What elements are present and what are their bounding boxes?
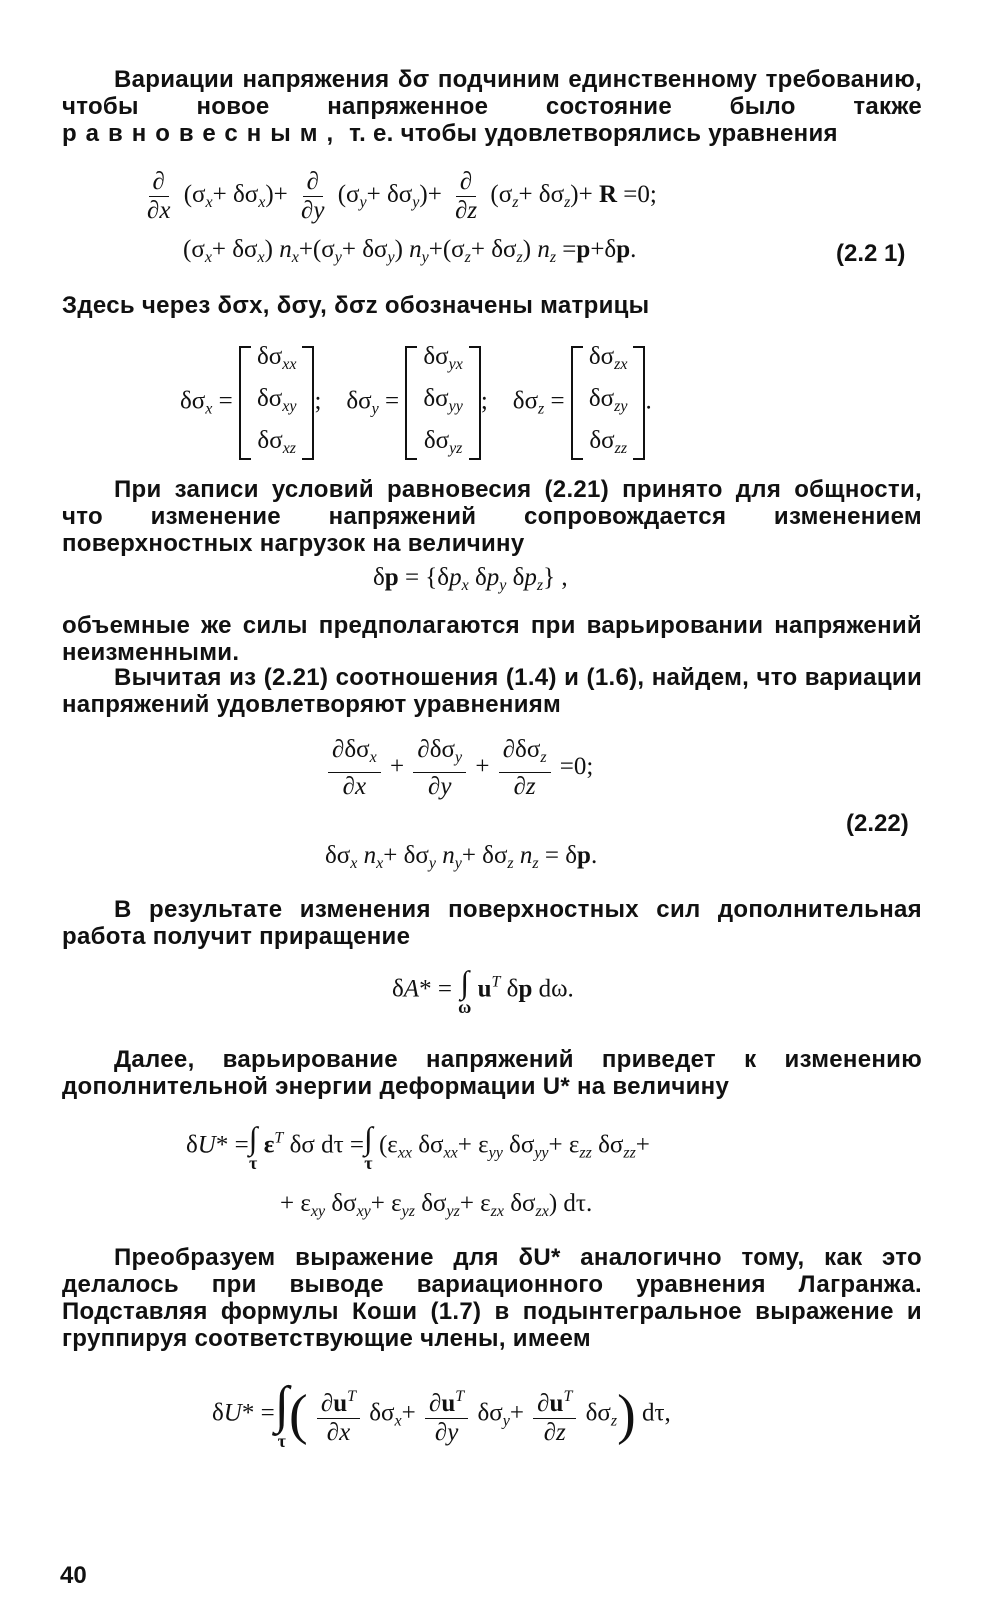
equation-2-22-line-2: $\delta\sigma_x$ $n_x+ \delta\sigma_y$ $n_y+ \delta\sigma_z$ $n_z = \delta p$. bbox=[325, 842, 598, 872]
equation-delta-u-star-line-1: δU* = ∫ τ $\varepsilon^T$ δσ dτ = ∫ τ ($\varepsilon_{xx}$ $\delta\sigma_{xx}+ \varepsilon_{yy}$ $\delta\sigma_{yy}+ \varepsilon_{zz}$ $\delta\sigma_{zz}+$ bbox=[186, 1120, 650, 1173]
paragraph-5-text: Вычитая из (2.21) соотношения (1.4) и (1.6), найдем, что вариации напряжений удовлетворяют уравнениям bbox=[62, 664, 922, 718]
paragraph-8-text: Преобразуем выражение для δU* аналогично тому, как это делалось при выводе вариационного уравнения Лагранжа. Подставляя формулы Коши (1.7) в подынтегральное выражение и группируя соответствующие члены, имеем bbox=[62, 1244, 922, 1352]
paragraph-4-text: объемные же силы предполагаются при варьировании напряжений неизменными. bbox=[62, 612, 922, 666]
paragraph-6 bbox=[62, 896, 922, 950]
equation-number-2-21: (2.2 1) bbox=[836, 240, 906, 267]
equation-number-2-22: (2.22) bbox=[846, 810, 909, 837]
matrix-definitions: $\delta\sigma_x$ = $\delta\sigma_{xx}$ $\delta\sigma_{xy}$ $\delta\sigma_{xz}$ ; $\delta\sigma_y$ = $\delta\sigma_{yx}$ $\delta\sigma_{yy}$ $\delta\sigma_{yz}$ ; $\delta\sigma_z$ = $\delta\sigma_{zx}$ $\delta\sigma_{zy}$ $\delta\sigma_{zz}$ . bbox=[180, 340, 652, 466]
equation-2-21-line-2: $(\sigma_x+ \delta\sigma_x)$ $n_x+(\sigma_y+ \delta\sigma_y)$ $n_y+(\sigma_z+ \delta\sigma_z)$ $n_z =p+\delta p$. bbox=[183, 236, 637, 266]
paragraph-1-end: т. е. чтобы удовлетворялись уравнения bbox=[349, 120, 838, 147]
paragraph-1-spaced: равновесным, bbox=[62, 120, 343, 147]
paragraph-2 bbox=[62, 292, 922, 319]
page-number: 40 bbox=[60, 1562, 87, 1589]
paragraph-6-text: В результате изменения поверхностных сил дополнительная работа получит приращение bbox=[62, 896, 922, 950]
paragraph-4 bbox=[62, 612, 922, 666]
equation-delta-a-star: δA* = ∫ ω $u^T$ δp dω. bbox=[392, 964, 574, 1017]
equation-delta-u-star-transformed: δU* = ∫ τ ( $\frac{\partial u^T}{\partial x}$ $\delta\sigma_x+$ $\frac{\partial u^T}{\partial y}$ $\delta\sigma_y+$ $\frac{\partial u^T}{\partial z}$ $\delta\sigma_z$) dτ, bbox=[212, 1377, 671, 1451]
paragraph-2-text: Здесь через δσx, δσy, δσz обозначены матрицы bbox=[62, 292, 650, 319]
equation-2-21-line-1: $\frac{\partial}{\partial x}$ $(\sigma_x+ \delta\sigma_x)+$ $\frac{\partial}{\partial y}$ $(\sigma_y+ \delta\sigma_y)+$ $\frac{\partial}{\partial z}$ $(\sigma_z+ \delta\sigma_z)+ R =0$; bbox=[147, 168, 657, 224]
paragraph-8 bbox=[62, 1244, 922, 1352]
equation-delta-u-star-line-2: + $\varepsilon_{xy}$ $\delta\sigma_{xy}+ \varepsilon_{yz}$ $\delta\sigma_{yz}+ \varepsilon_{zx}$ $\delta\sigma_{zx}$) dτ. bbox=[280, 1190, 593, 1220]
paragraph-1-text: Вариации напряжения δσ подчиним единственному требованию, чтобы новое напряженное состояние было также bbox=[62, 66, 922, 120]
paragraph-1 bbox=[62, 66, 922, 147]
paragraph-7 bbox=[62, 1046, 922, 1100]
paragraph-3-text: При записи условий равновесия (2.21) принято для общности, что изменение напряжений сопровождается изменением поверхностных нагрузок на величину bbox=[62, 476, 922, 557]
equation-2-22-line-1: $\frac{\partial\delta\sigma_x}{\partial x}$ + $\frac{\partial\delta\sigma_y}{\partial y}$ + $\frac{\partial\delta\sigma_z}{\partial z}$ =0; bbox=[325, 736, 593, 801]
paragraph-7-text: Далее, варьирование напряжений приведет к изменению дополнительной энергии деформации U* на величину bbox=[62, 1046, 922, 1100]
equation-delta-p: $\delta p = \{\delta p_x$ $\delta p_y$ $\delta p_z$} , bbox=[373, 564, 568, 594]
paragraph-3 bbox=[62, 476, 922, 557]
paragraph-5 bbox=[62, 664, 922, 718]
